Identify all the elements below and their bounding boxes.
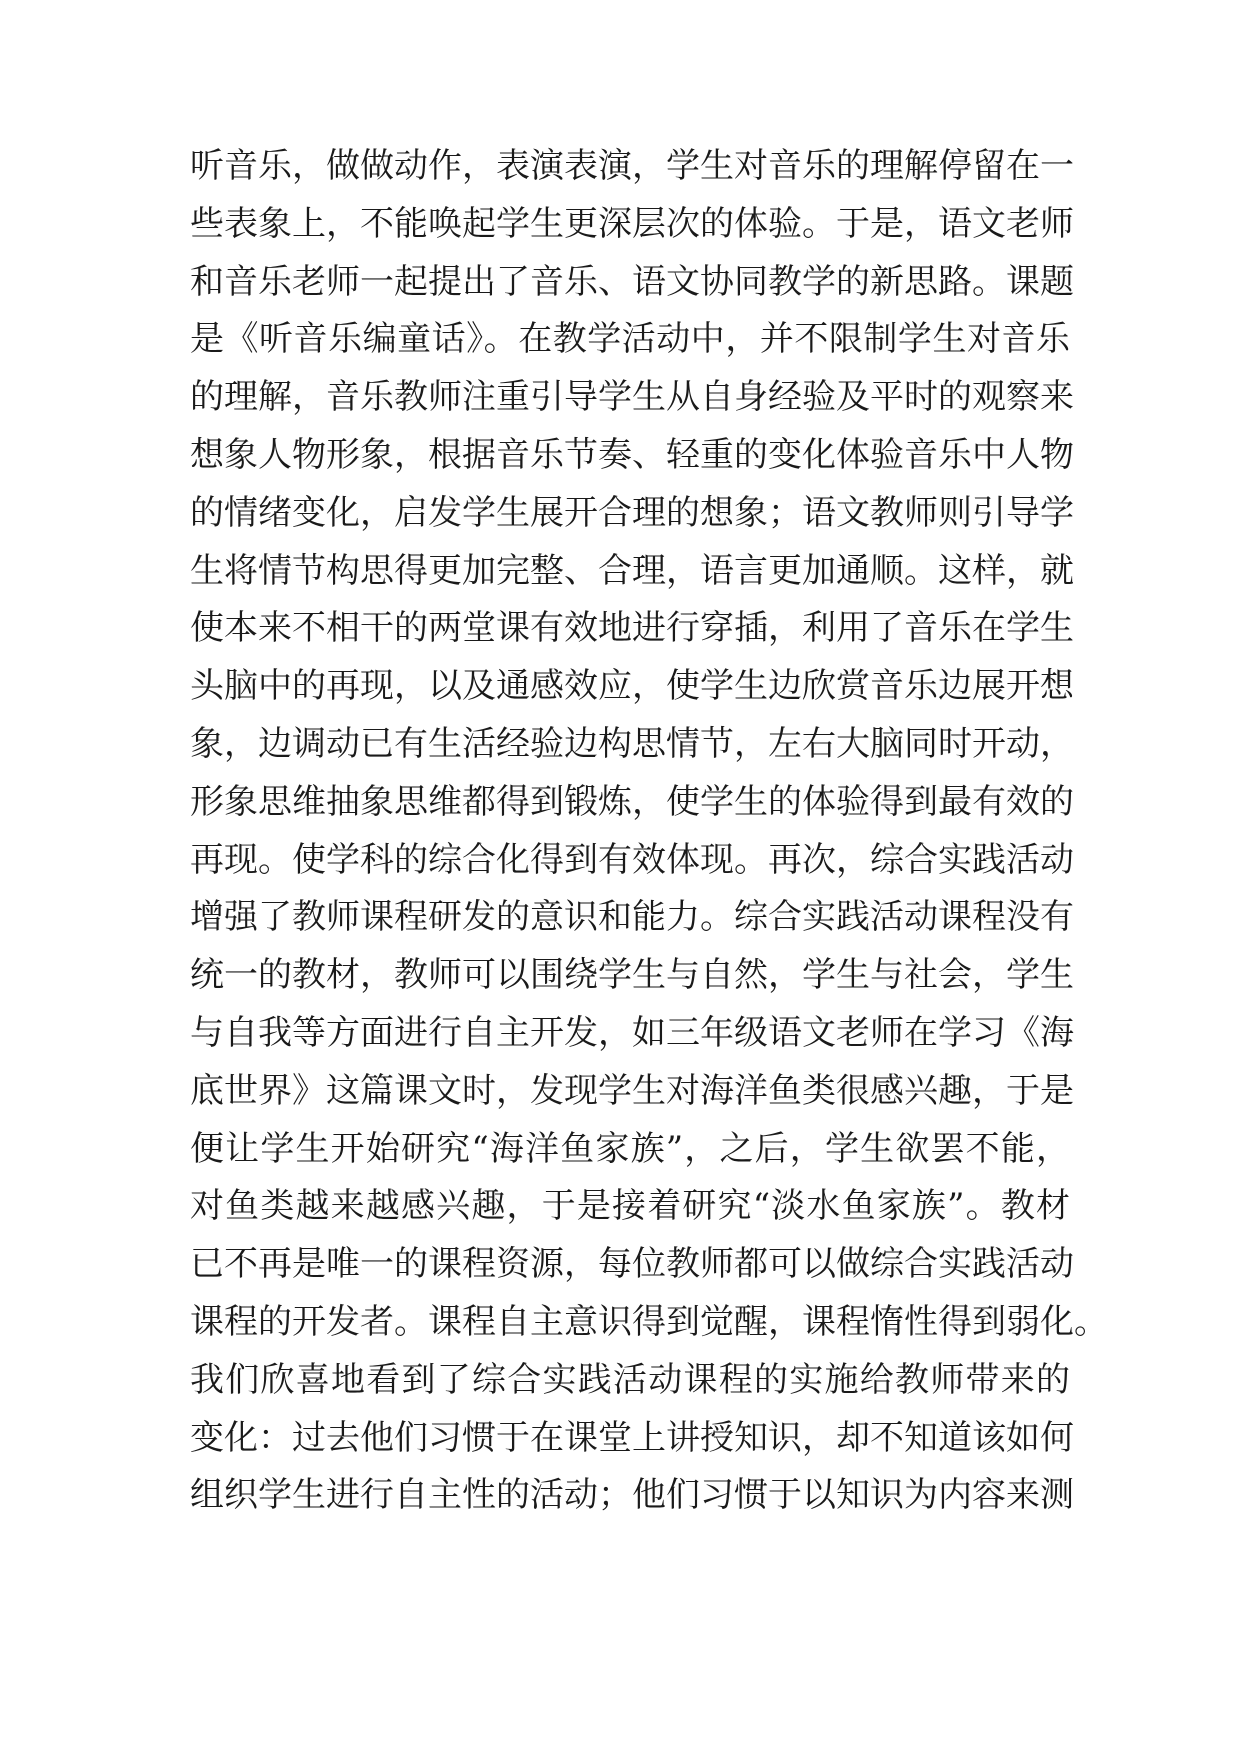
text-line: 组织学生进行自主性的活动；他们习惯于以知识为内容来测 [190, 1475, 1074, 1516]
text-line: 的情绪变化，启发学生展开合理的想象；语文教师则引导学 [190, 492, 1074, 533]
text-line: 底世界》这篇课文时，发现学生对海洋鱼类很感兴趣，于是 [190, 1070, 1074, 1111]
text-line: 些表象上，不能唤起学生更深层次的体验。于是，语文老师 [190, 203, 1074, 244]
text-line: 生将情节构思得更加完整、合理，语言更加通顺。这样，就 [190, 550, 1074, 591]
text-line: 增强了教师课程研发的意识和能力。综合实践活动课程没有 [190, 897, 1074, 938]
text-line: 变化：过去他们习惯于在课堂上讲授知识，却不知道该如何 [190, 1417, 1074, 1458]
text-line: 课程的开发者。课程自主意识得到觉醒，课程惰性得到弱化。 [190, 1301, 1108, 1342]
text-line: 是《听音乐编童话》。在教学活动中，并不限制学生对音乐 [190, 319, 1070, 360]
text-line: 形象思维抽象思维都得到锻炼，使学生的体验得到最有效的 [190, 781, 1074, 822]
text-line: 使本来不相干的两堂课有效地进行穿插，利用了音乐在学生 [190, 608, 1074, 649]
text-line: 头脑中的再现，以及通感效应，使学生边欣赏音乐边展开想 [190, 666, 1074, 707]
text-line: 便让学生开始研究“海洋鱼家族”，之后，学生欲罢不能， [190, 1128, 1070, 1169]
text-line: 已不再是唯一的课程资源，每位教师都可以做综合实践活动 [190, 1244, 1074, 1285]
text-line: 想象人物形象，根据音乐节奏、轻重的变化体验音乐中人物 [190, 434, 1074, 475]
text-line: 听音乐，做做动作，表演表演，学生对音乐的理解停留在一 [190, 146, 1074, 186]
text-line: 对鱼类越来越感兴趣，于是接着研究“淡水鱼家族”。教材 [190, 1186, 1070, 1227]
text-line: 和音乐老师一起提出了音乐、语文协同教学的新思路。课题 [190, 261, 1074, 302]
text-line: 与自我等方面进行自主开发，如三年级语文老师在学习《海 [190, 1012, 1074, 1053]
text-line: 再现。使学科的综合化得到有效体现。再次，综合实践活动 [190, 839, 1074, 880]
body-text [190, 138, 1108, 1525]
text-line: 象，边调动已有生活经验边构思情节，左右大脑同时开动， [190, 723, 1074, 764]
text-line: 我们欣喜地看到了综合实践活动课程的实施给教师带来的 [190, 1359, 1070, 1400]
text-line: 统一的教材，教师可以围绕学生与自然，学生与社会，学生 [190, 955, 1074, 996]
text-line: 的理解，音乐教师注重引导学生从自身经验及平时的观察来 [190, 377, 1074, 418]
